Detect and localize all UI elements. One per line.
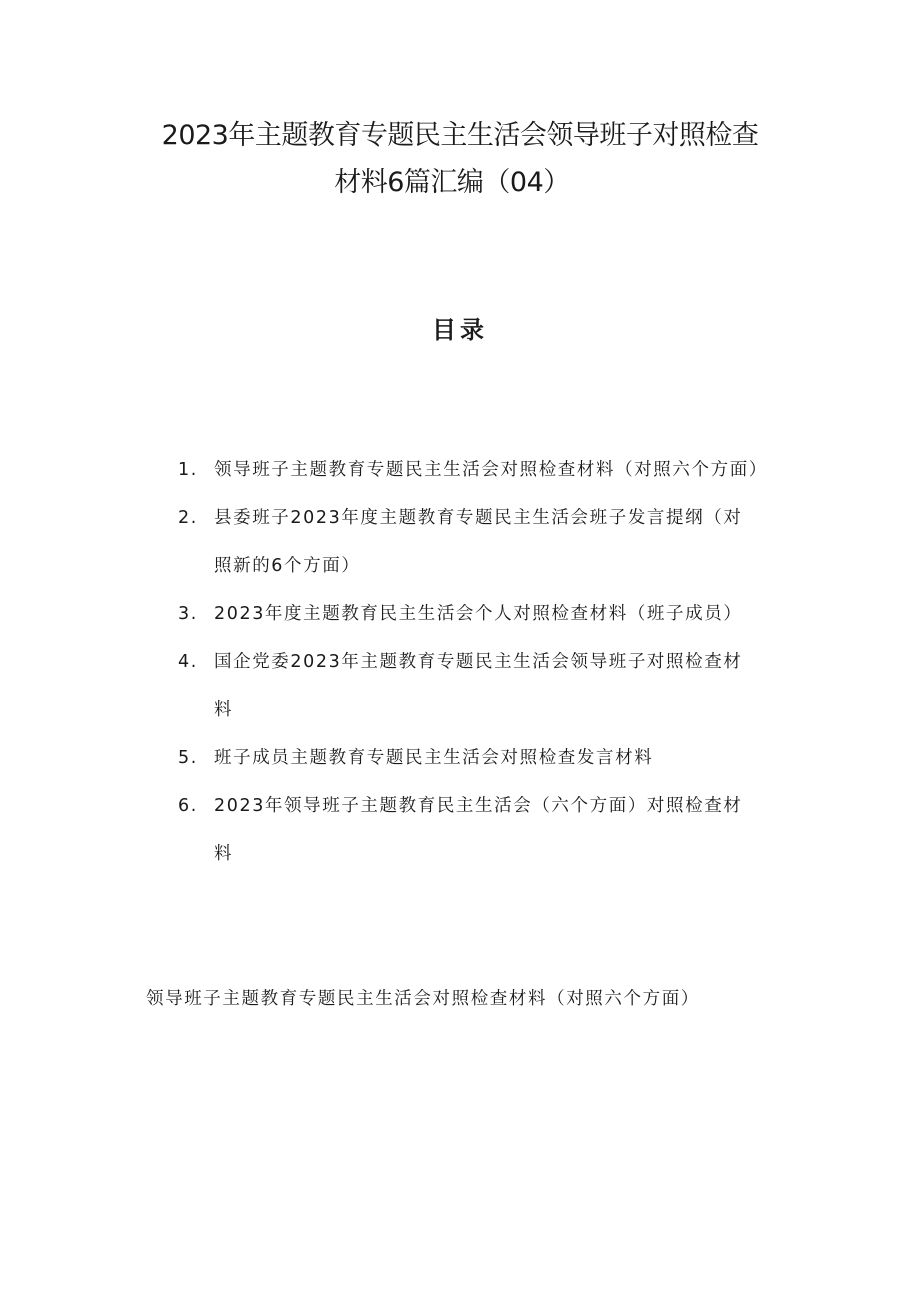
toc-item-number: 6.	[178, 796, 198, 816]
toc-item-1[interactable]	[178, 446, 818, 494]
toc-item-number: 1.	[178, 460, 198, 480]
toc-item-3[interactable]	[178, 590, 818, 638]
toc-item-text-continued: 料	[214, 700, 234, 720]
toc-item-2[interactable]	[178, 494, 818, 590]
toc-item-text-continued: 照新的6个方面）	[214, 556, 361, 576]
toc-heading: 目录	[432, 316, 488, 344]
document-title-line-1: 2023年主题教育专题民主生活会领导班子对照检查	[161, 120, 759, 151]
toc-item-text: 2023年度主题教育民主生活会个人对照检查材料（班子成员）	[214, 604, 743, 624]
toc-item-number: 5.	[178, 748, 198, 768]
toc-item-number: 4.	[178, 652, 198, 672]
toc-item-4[interactable]	[178, 638, 818, 734]
toc-item-5[interactable]	[178, 734, 818, 782]
toc-item-text: 领导班子主题教育专题民主生活会对照检查材料（对照六个方面）	[214, 460, 768, 480]
toc-item-text: 班子成员主题教育专题民主生活会对照检查发言材料	[214, 748, 654, 768]
toc-item-text: 县委班子2023年度主题教育专题民主生活会班子发言提纲（对	[214, 508, 743, 528]
table-of-contents	[178, 446, 818, 878]
toc-item-number: 3.	[178, 604, 198, 624]
toc-item-text: 国企党委2023年主题教育专题民主生活会领导班子对照检查材	[214, 652, 743, 672]
toc-item-6[interactable]	[178, 782, 818, 878]
document-title-line-2: 材料6篇汇编（04）	[334, 167, 570, 198]
toc-item-text: 2023年领导班子主题教育民主生活会（六个方面）对照检查材	[214, 796, 743, 816]
toc-item-number: 2.	[178, 508, 198, 528]
section-heading: 领导班子主题教育专题民主生活会对照检查材料（对照六个方面）	[146, 989, 700, 1009]
toc-item-text-continued: 料	[214, 844, 234, 864]
